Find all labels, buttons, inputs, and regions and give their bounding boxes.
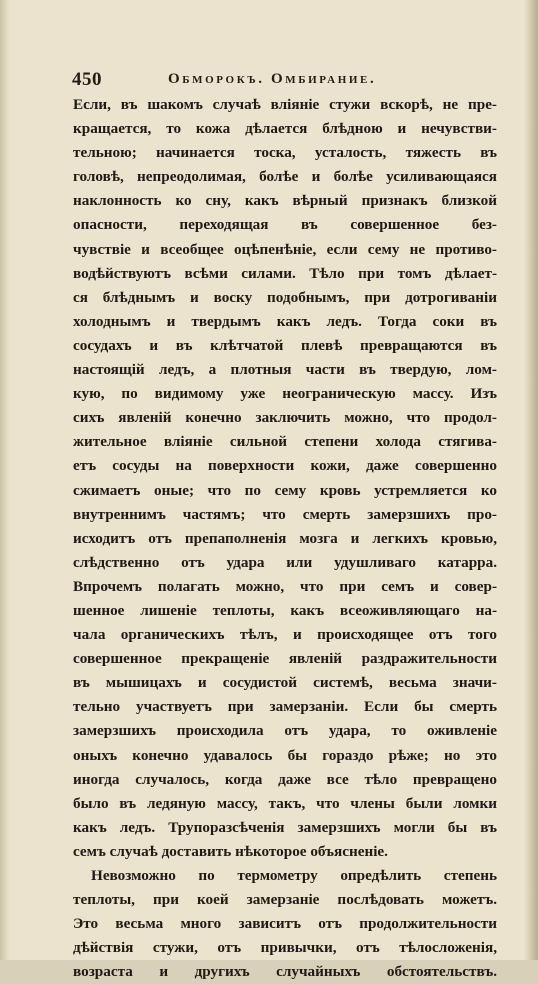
text-line: водѣйствуютъ всѣми силами. Тѣло при томъ дѣлает- — [73, 264, 497, 282]
text-line: опасности, переходящая въ совершенное без- — [73, 216, 497, 234]
text-line: холоднымъ и твердымъ какъ ледъ. Тогда соки въ — [73, 312, 497, 330]
text-line: головѣ, непреодолимая, болѣе и болѣе усиливающаяся — [73, 168, 497, 186]
text-line: теплоты, при коей замерзаніе послѣдовать можетъ. — [73, 891, 497, 909]
text-line: внутреннимъ частямъ; что смерть замерзшихъ про- — [73, 505, 497, 523]
text-line: совершенное прекращеніе явленій раздражительности — [73, 650, 497, 668]
text-line: чувствіе и всеобщее оцѣпенѣніе, если сему не противо- — [73, 240, 497, 258]
text-line: Невозможно по термометру опредѣлить степень — [91, 867, 497, 884]
text-line: оныхъ конечно удавалось бы гораздо рѣже; но это — [73, 746, 497, 764]
text-line: Если, въ шакомъ случаѣ вліяніе стужи вскорѣ, не пре- — [73, 96, 497, 113]
text-line: въ мышицахъ и сосудистой системѣ, весьма значи- — [73, 674, 497, 692]
text-line: кую, по видимому уже неограническую массу. Изъ — [73, 385, 497, 403]
text-line: слѣдственно отъ удара или удушливаго катарра. — [73, 553, 497, 571]
text-line: Это весьма много зависитъ отъ продолжительности — [73, 915, 497, 933]
text-line: сосудахъ и въ клѣтчатой плевѣ превращаются въ — [73, 336, 497, 354]
text-line: ся блѣднымъ и воску подобнымъ, при дотрогиваніи — [73, 288, 497, 306]
page-number: 450 — [72, 69, 102, 90]
text-line: сжимаетъ оные; что по сему кровь устремляется ко — [73, 481, 497, 499]
text-line: возраста и другихъ случайныхъ обстоятельствъ. — [73, 963, 497, 981]
text-line: замерзшихъ происходила отъ удара, то оживленіе — [73, 722, 497, 740]
text-line: тельною; начинается тоска, усталость, тяжесть въ — [73, 144, 497, 162]
text-line: какъ ледъ. Трупоразсѣченія замерзшихъ могли бы въ — [73, 818, 497, 836]
text-line: шенное лишеніе теплоты, какъ всеоживляющаго на- — [73, 601, 497, 619]
text-line: иногда случалось, когда даже все тѣло превращено — [73, 770, 497, 788]
body-text — [73, 93, 497, 984]
text-line: исходитъ отъ препаполненія мозга и легкихъ кровью, — [73, 529, 497, 547]
text-line: кращается, то кожа дѣлается блѣдною и нечувстви- — [73, 120, 497, 138]
running-title: Обморокъ. Омбирание. — [168, 71, 377, 87]
text-line: дѣйствія стужи, отъ привычки, отъ тѣлосложенія, — [73, 939, 497, 957]
text-line: было въ ледяную массу, такъ, что члены были ломки — [73, 794, 497, 812]
text-line: жительное вліяніе сильной степени холода стягива- — [73, 433, 497, 451]
text-line: Впрочемъ полагать можно, что при семъ и совер- — [73, 577, 497, 595]
text-line: чала органическихъ тѣлъ, и происходящее отъ того — [73, 626, 497, 644]
text-line: настоящій ледъ, а плотныя части въ твердую, лом- — [73, 361, 497, 379]
text-line: семъ случаѣ доставить нѣкоторое объясненіе. — [73, 842, 388, 860]
text-line: тельно участвуетъ при замерзаніи. Если бы смерть — [73, 698, 497, 716]
page-header — [72, 69, 492, 91]
text-line: наклонность ко сну, какъ вѣрный признакъ близкой — [73, 192, 497, 210]
text-line: сихъ явленій конечно заключить можно, что продол- — [73, 409, 497, 427]
text-line: етъ сосуды на поверхности кожи, даже совершенно — [73, 457, 497, 475]
